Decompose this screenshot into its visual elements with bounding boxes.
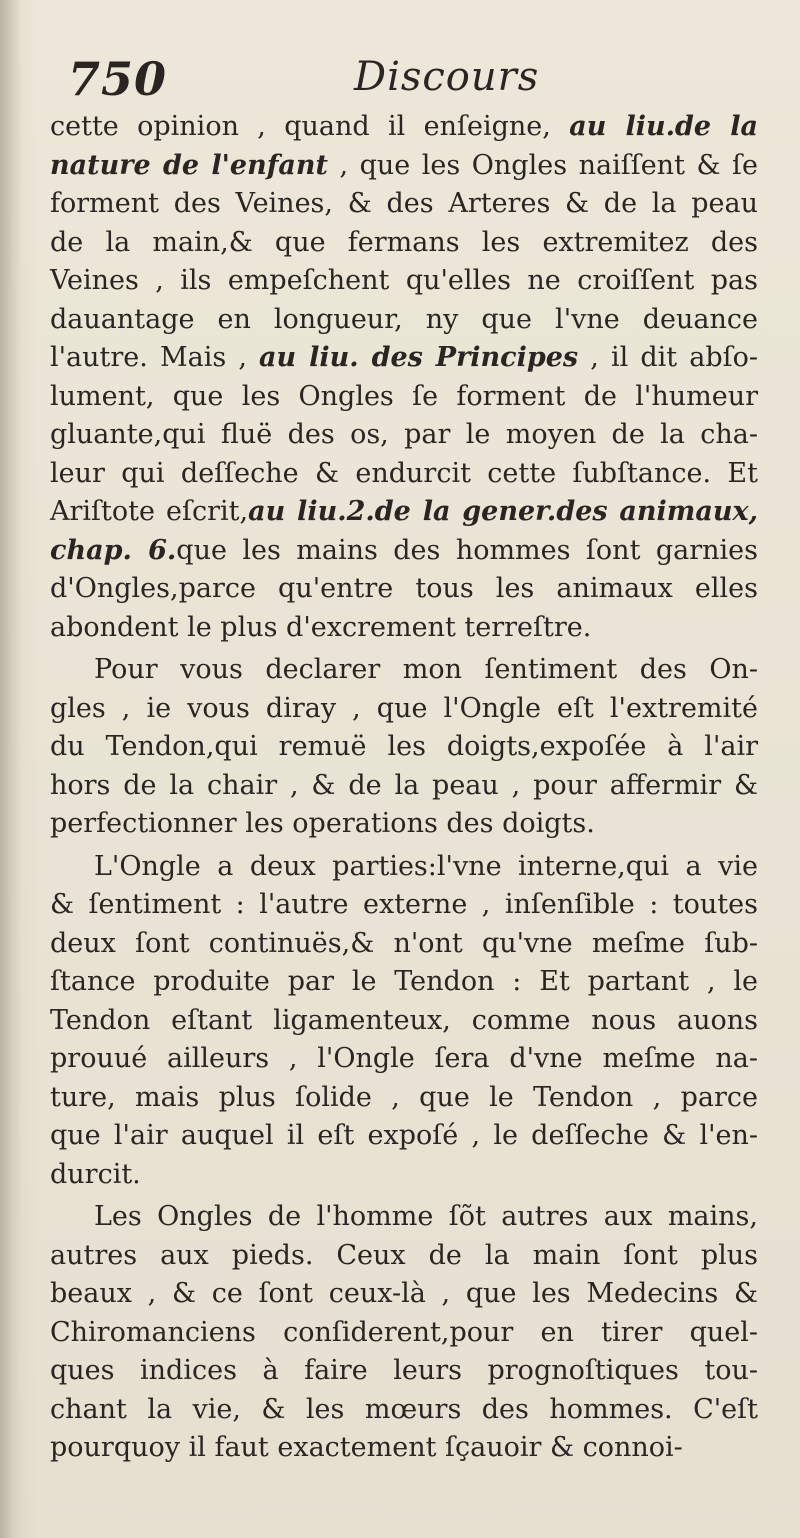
text-line — [50, 455, 758, 494]
text-run: Les Ongles de l'homme ſõt autres aux mains, — [94, 1201, 758, 1232]
text-line — [50, 1117, 758, 1156]
text-line — [50, 339, 758, 378]
text-line — [50, 1237, 758, 1276]
text-line — [50, 609, 758, 648]
text-line — [50, 570, 758, 609]
italic-citation: au liu. des Principes — [259, 342, 579, 373]
text-line — [50, 493, 758, 532]
italic-citation: nature de l'enfant — [50, 149, 328, 181]
text-run: Ariſtote eſcrit, — [50, 496, 249, 527]
text-line — [50, 224, 758, 263]
text-run: Tendon eſtant ligamenteux, comme nous auons — [50, 1004, 758, 1036]
text-run: abondent le plus d'excrement terreſtre. — [50, 611, 592, 643]
page-header — [68, 52, 758, 112]
text-run: dauantage en longueur, ny que l'vne deuance — [50, 303, 758, 335]
text-run: forment des Veines, & des Arteres & de la peau — [50, 188, 758, 219]
text-line — [50, 1156, 758, 1195]
text-line — [50, 416, 758, 455]
text-run: perfectionner les operations des doigts. — [50, 808, 595, 839]
text-line — [50, 1391, 758, 1430]
text-line — [50, 1352, 758, 1391]
text-run: que l'air auquel il eſt expoſé , le deſſeche & l'en- — [50, 1120, 758, 1151]
text-line — [50, 1079, 758, 1118]
text-run: pourquoy il faut exactement ſçauoir & connoi- — [50, 1432, 683, 1463]
text-run: ture, mais plus ſolide , que le Tendon , parce — [50, 1081, 758, 1113]
italic-citation: au liu.de la — [569, 111, 759, 142]
text-line — [50, 147, 758, 186]
text-line — [50, 532, 758, 571]
text-run: autres aux pieds. Ceux de la main ſont plus — [50, 1239, 758, 1271]
text-line — [50, 805, 758, 844]
text-run: deux ſont continuës,& n'ont qu'vne meſme ſub- — [50, 927, 758, 959]
text-run: leur qui deſſeche & endurcit cette ſubſtance. Et — [50, 457, 758, 489]
running-title: Discours — [354, 54, 540, 100]
text-run: gluante,qui fluë des os, par le moyen de la cha- — [50, 419, 758, 450]
text-line — [50, 1040, 758, 1079]
text-line — [50, 378, 758, 417]
paragraph — [50, 1198, 758, 1468]
text-run: durcit. — [50, 1158, 141, 1190]
text-run: Chiromanciens conſiderent,pour en tirer quel- — [50, 1316, 758, 1348]
paragraph — [50, 108, 758, 647]
text-line — [50, 1429, 758, 1468]
text-run: prouué ailleurs , l'Ongle ſera d'vne meſme na- — [50, 1043, 758, 1074]
text-line — [50, 767, 758, 806]
text-run: & ſentiment : l'autre externe , inſenſible : toutes — [50, 889, 758, 920]
text-line — [50, 690, 758, 729]
paragraph — [50, 651, 758, 844]
text-run: L'Ongle a deux parties:l'vne interne,qui a vie — [94, 850, 758, 882]
text-line — [50, 1275, 758, 1314]
text-run: lument, que les Ongles ſe forment de l'humeur — [50, 380, 758, 412]
text-run: du Tendon,qui remuë les doigts,expoſée à l'air — [50, 731, 758, 762]
text-run: , il dit abſo- — [578, 342, 758, 373]
text-run: hors de la chair , & de la peau , pour affermir & — [50, 769, 758, 801]
body-text — [50, 108, 758, 1468]
text-run: cette opinion , quand il enſeigne, — [50, 111, 570, 142]
text-run: d'Ongles,parce qu'entre tous les animaux elles — [50, 573, 758, 604]
text-line — [50, 963, 758, 1002]
text-line — [50, 262, 758, 301]
text-run: beaux , & ce ſont ceux-là , que les Medecins & — [50, 1278, 758, 1309]
text-run: chant la vie, & les mœurs des hommes. C'eſt — [50, 1393, 758, 1425]
text-run: ſtance produite par le Tendon : Et partant , le — [50, 966, 758, 997]
text-line — [50, 108, 758, 147]
page-gutter-shadow — [0, 0, 22, 1538]
text-line — [50, 651, 758, 690]
text-run: gles , ie vous diray , que l'Ongle eſt l'extremité — [50, 692, 758, 724]
text-line — [50, 886, 758, 925]
text-line — [50, 185, 758, 224]
text-run: l'autre. Mais , — [50, 342, 260, 373]
text-run: de la main,& que fermans les extremitez des — [50, 226, 758, 258]
text-line — [50, 728, 758, 767]
text-run: Veines , ils empeſchent qu'elles ne croiſſent pas — [50, 265, 758, 296]
italic-citation: chap. 6. — [50, 534, 177, 566]
paragraph — [50, 848, 758, 1195]
text-run: Pour vous declarer mon ſentiment des On- — [94, 654, 758, 685]
text-run: , que les Ongles naiſſent & ſe — [327, 149, 758, 181]
page-number: 750 — [68, 52, 168, 106]
text-run: ques indices à faire leurs prognoſtiques tou- — [50, 1355, 758, 1386]
text-run: que les mains des hommes ſont garnies — [176, 534, 758, 566]
text-line — [50, 1198, 758, 1237]
italic-citation: au liu.2.de la gener.des animaux, — [248, 496, 758, 527]
text-line — [50, 925, 758, 964]
text-line — [50, 1002, 758, 1041]
text-line — [50, 301, 758, 340]
text-line — [50, 848, 758, 887]
text-line — [50, 1314, 758, 1353]
